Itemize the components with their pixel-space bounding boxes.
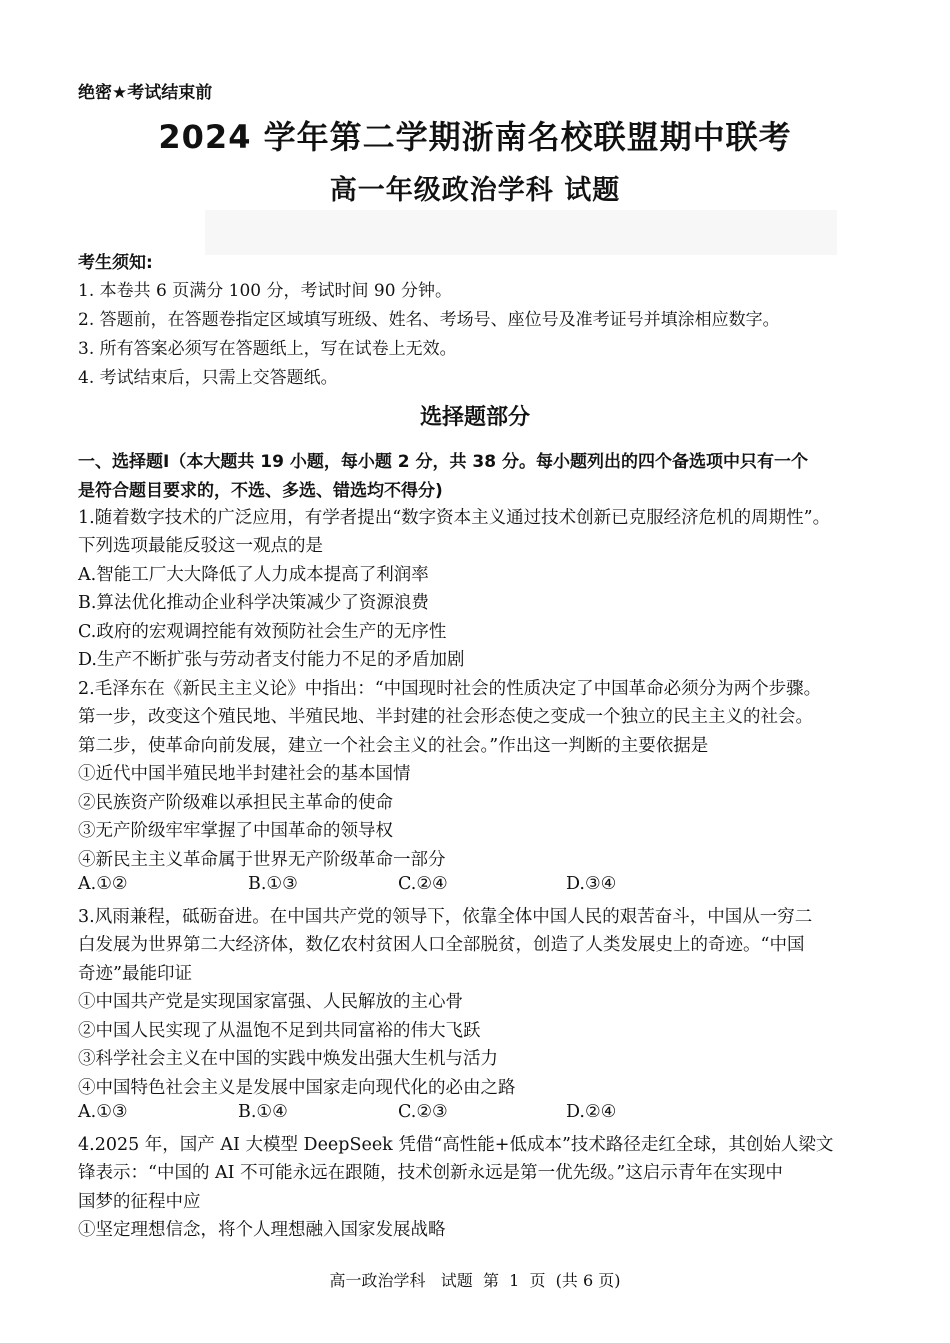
- notice-item: 2. 答题前，在答题卷指定区域填写班级、姓名、考场号、座位号及准考证号并填涂相应数字。: [78, 310, 780, 330]
- question-3-stem: 奇迹”最能印证: [78, 964, 192, 984]
- question-1-option-d: D.生产不断扩张与劳动者支付能力不足的矛盾加剧: [78, 650, 465, 670]
- exam-subtitle: 高一年级政治学科 试题: [329, 175, 621, 206]
- question-4-item: ①坚定理想信念，将个人理想融入国家发展战略: [78, 1220, 446, 1240]
- question-4-stem: 锋表示：“中国的 AI 不可能永远在跟随，技术创新永远是第一优先级。”这启示青年在实现中: [78, 1163, 783, 1183]
- part-instruction: 是符合题目要求的，不选、多选、错选均不得分): [78, 481, 443, 501]
- question-3-choice-b: B.①④: [238, 1102, 288, 1122]
- notice-item: 3. 所有答案必须写在答题纸上，写在试卷上无效。: [78, 339, 457, 359]
- question-3-choice-a: A.①③: [78, 1102, 128, 1122]
- question-2-item: ②民族资产阶级难以承担民主革命的使命: [78, 793, 393, 813]
- question-3-choice-d: D.②④: [566, 1102, 617, 1122]
- question-4-stem: 4.2025 年，国产 AI 大模型 DeepSeek 凭借“高性能+低成本”技术路径走红全球，其创始人梁文: [78, 1135, 834, 1155]
- question-2-item: ④新民主主义革命属于世界无产阶级革命一部分: [78, 850, 446, 870]
- page-footer: 高一政治学科 试题 第 1 页 (共 6 页): [329, 1271, 621, 1290]
- question-2-item: ③无产阶级牢牢掌握了中国革命的领导权: [78, 821, 393, 841]
- section-heading: 选择题部分: [419, 405, 530, 430]
- notice-heading: 考生须知:: [78, 253, 153, 273]
- question-3-item: ④中国特色社会主义是发展中国家走向现代化的必由之路: [78, 1078, 516, 1098]
- question-3-item: ③科学社会主义在中国的实践中焕发出强大生机与活力: [78, 1049, 498, 1069]
- question-4-stem: 国梦的征程中应: [78, 1192, 201, 1212]
- question-2-choice-d: D.③④: [566, 874, 617, 894]
- blank-info-area: [205, 210, 837, 255]
- question-1-stem: 1.随着数字技术的广泛应用，有学者提出“数字资本主义通过技术创新已克服经济危机的周期性”。: [78, 508, 831, 528]
- question-3-item: ①中国共产党是实现国家富强、人民解放的主心骨: [78, 992, 463, 1012]
- notice-item: 4. 考试结束后，只需上交答题纸。: [78, 368, 338, 388]
- notice-item: 1. 本卷共 6 页满分 100 分，考试时间 90 分钟。: [78, 281, 452, 301]
- confidential-label: 绝密★考试结束前: [78, 83, 213, 103]
- question-3-choice-c: C.②③: [398, 1102, 448, 1122]
- question-1-stem: 下列选项最能反驳这一观点的是: [78, 536, 323, 556]
- question-2-stem: 第一步，改变这个殖民地、半殖民地、半封建的社会形态使之变成一个独立的民主主义的社会。: [78, 707, 813, 727]
- question-1-option-c: C.政府的宏观调控能有效预防社会生产的无序性: [78, 622, 447, 642]
- question-2-choice-a: A.①②: [78, 874, 128, 894]
- question-3-stem: 白发展为世界第二大经济体，数亿农村贫困人口全部脱贫，创造了人类发展史上的奇迹。“中国: [78, 935, 805, 955]
- question-3-item: ②中国人民实现了从温饱不足到共同富裕的伟大飞跃: [78, 1021, 481, 1041]
- part-instruction: 一、选择题Ⅰ（本大题共 19 小题，每小题 2 分，共 38 分。每小题列出的四个备选项中只有一个: [78, 452, 808, 472]
- question-2-item: ①近代中国半殖民地半封建社会的基本国情: [78, 764, 411, 784]
- question-1-option-b: B.算法优化推动企业科学决策减少了资源浪费: [78, 593, 429, 613]
- question-3-stem: 3.风雨兼程，砥砺奋进。在中国共产党的领导下，依靠全体中国人民的艰苦奋斗，中国从一穷二: [78, 907, 813, 927]
- question-1-option-a: A.智能工厂大大降低了人力成本提高了利润率: [78, 565, 429, 585]
- question-2-choice-b: B.①③: [248, 874, 298, 894]
- question-2-choice-c: C.②④: [398, 874, 448, 894]
- question-2-stem: 2.毛泽东在《新民主主义论》中指出：“中国现时社会的性质决定了中国革命必须分为两个步骤。: [78, 679, 822, 699]
- exam-title: 2024 学年第二学期浙南名校联盟期中联考: [158, 118, 792, 156]
- question-2-stem: 第二步，使革命向前发展，建立一个社会主义的社会。”作出这一判断的主要依据是: [78, 736, 709, 756]
